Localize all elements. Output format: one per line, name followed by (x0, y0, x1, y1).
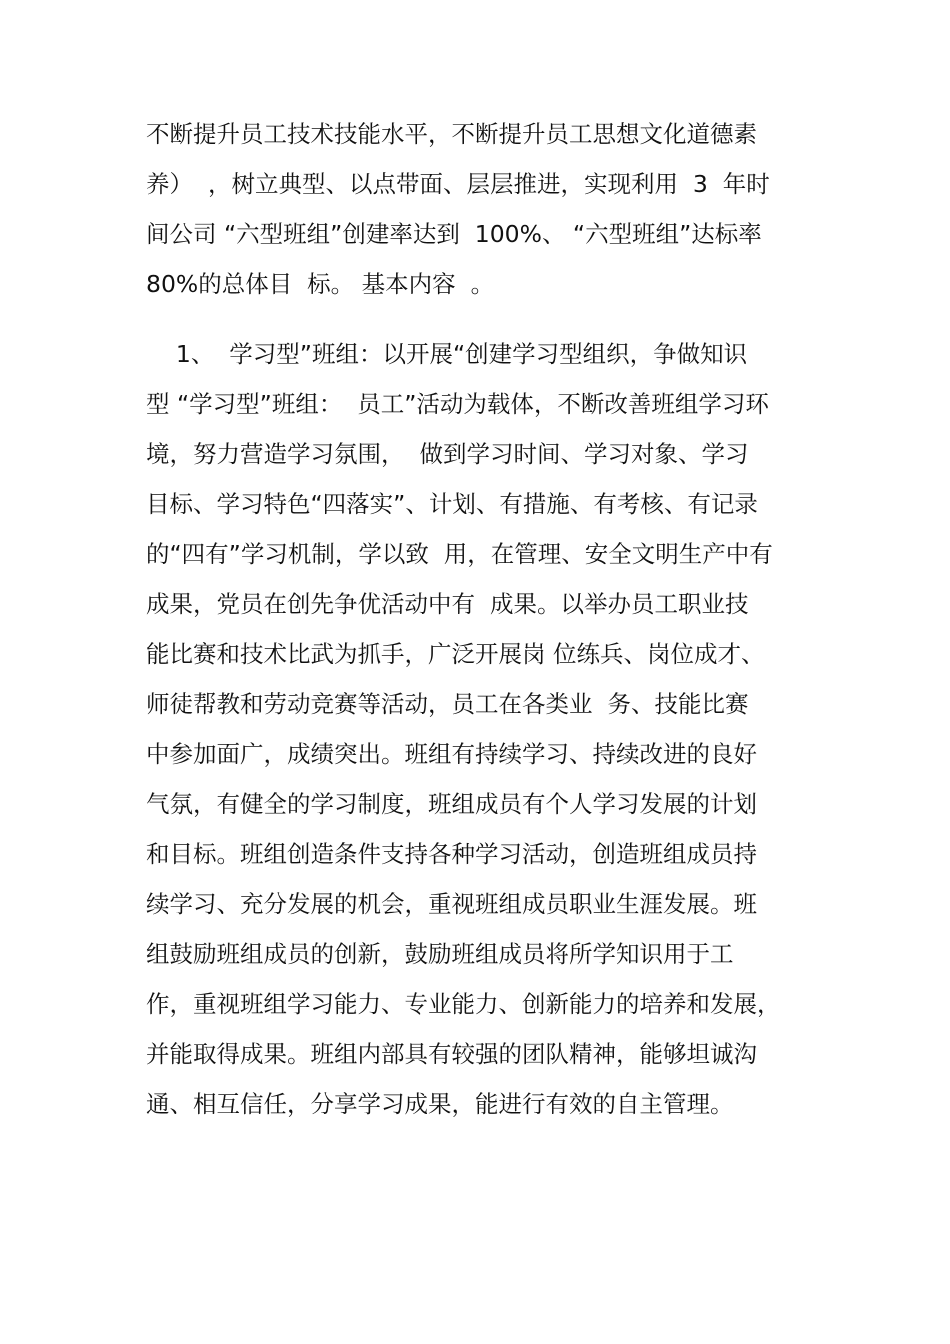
text-line: 养） ，树立典型、以点带面、层层推进，实现利用 3 年时 (146, 170, 770, 198)
text-line: 80%的总体目 标。 基本内容 。 (146, 270, 495, 298)
text-line: 目标、学习特色“四落实”、计划、有措施、有考核、有记录 (146, 490, 758, 518)
text-line: 续学习、充分发展的机会，重视班组成员职业生涯发展。班 (146, 890, 757, 918)
text-line: 能比赛和技术比武为抓手，广泛开展岗 位练兵、岗位成才、 (146, 640, 765, 668)
text-line: 并能取得成果。班组内部具有较强的团队精神，能够坦诚沟 (146, 1040, 757, 1068)
text-line: 和目标。班组创造条件支持各种学习活动，创造班组成员持 (146, 840, 757, 868)
text-line: 师徒帮教和劳动竞赛等活动，员工在各类业 务、技能比赛 (146, 690, 749, 718)
text-line: 1、 学习型”班组：以开展“创建学习型组织，争做知识 (146, 340, 748, 368)
text-line: 组鼓励班组成员的创新，鼓励班组成员将所学知识用于工 (146, 940, 734, 968)
text-line: 型 “学习型”班组： 员工”活动为载体，不断改善班组学习环 (146, 390, 769, 418)
text-line: 气氛，有健全的学习制度，班组成员有个人学习发展的计划 (146, 790, 757, 818)
text-line: 作，重视班组学习能力、专业能力、创新能力的培养和发展， (146, 990, 781, 1018)
text-line: 间公司 “六型班组”创建率达到 100%、 “六型班组”达标率 (146, 220, 762, 248)
text-line: 境，努力营造学习氛围， 做到学习时间、学习对象、学习 (146, 440, 749, 468)
text-line: 通、相互信任，分享学习成果，能进行有效的自主管理。 (146, 1090, 734, 1118)
text-line: 成果，党员在创先争优活动中有 成果。以举办员工职业技 (146, 590, 749, 618)
text-line: 中参加面广，成绩突出。班组有持续学习、持续改进的良好 (146, 740, 757, 768)
text-line: 的“四有”学习机制，学以致 用，在管理、安全文明生产中有 (146, 540, 773, 568)
text-line: 不断提升员工技术技能水平，不断提升员工思想文化道德素 (146, 120, 757, 148)
